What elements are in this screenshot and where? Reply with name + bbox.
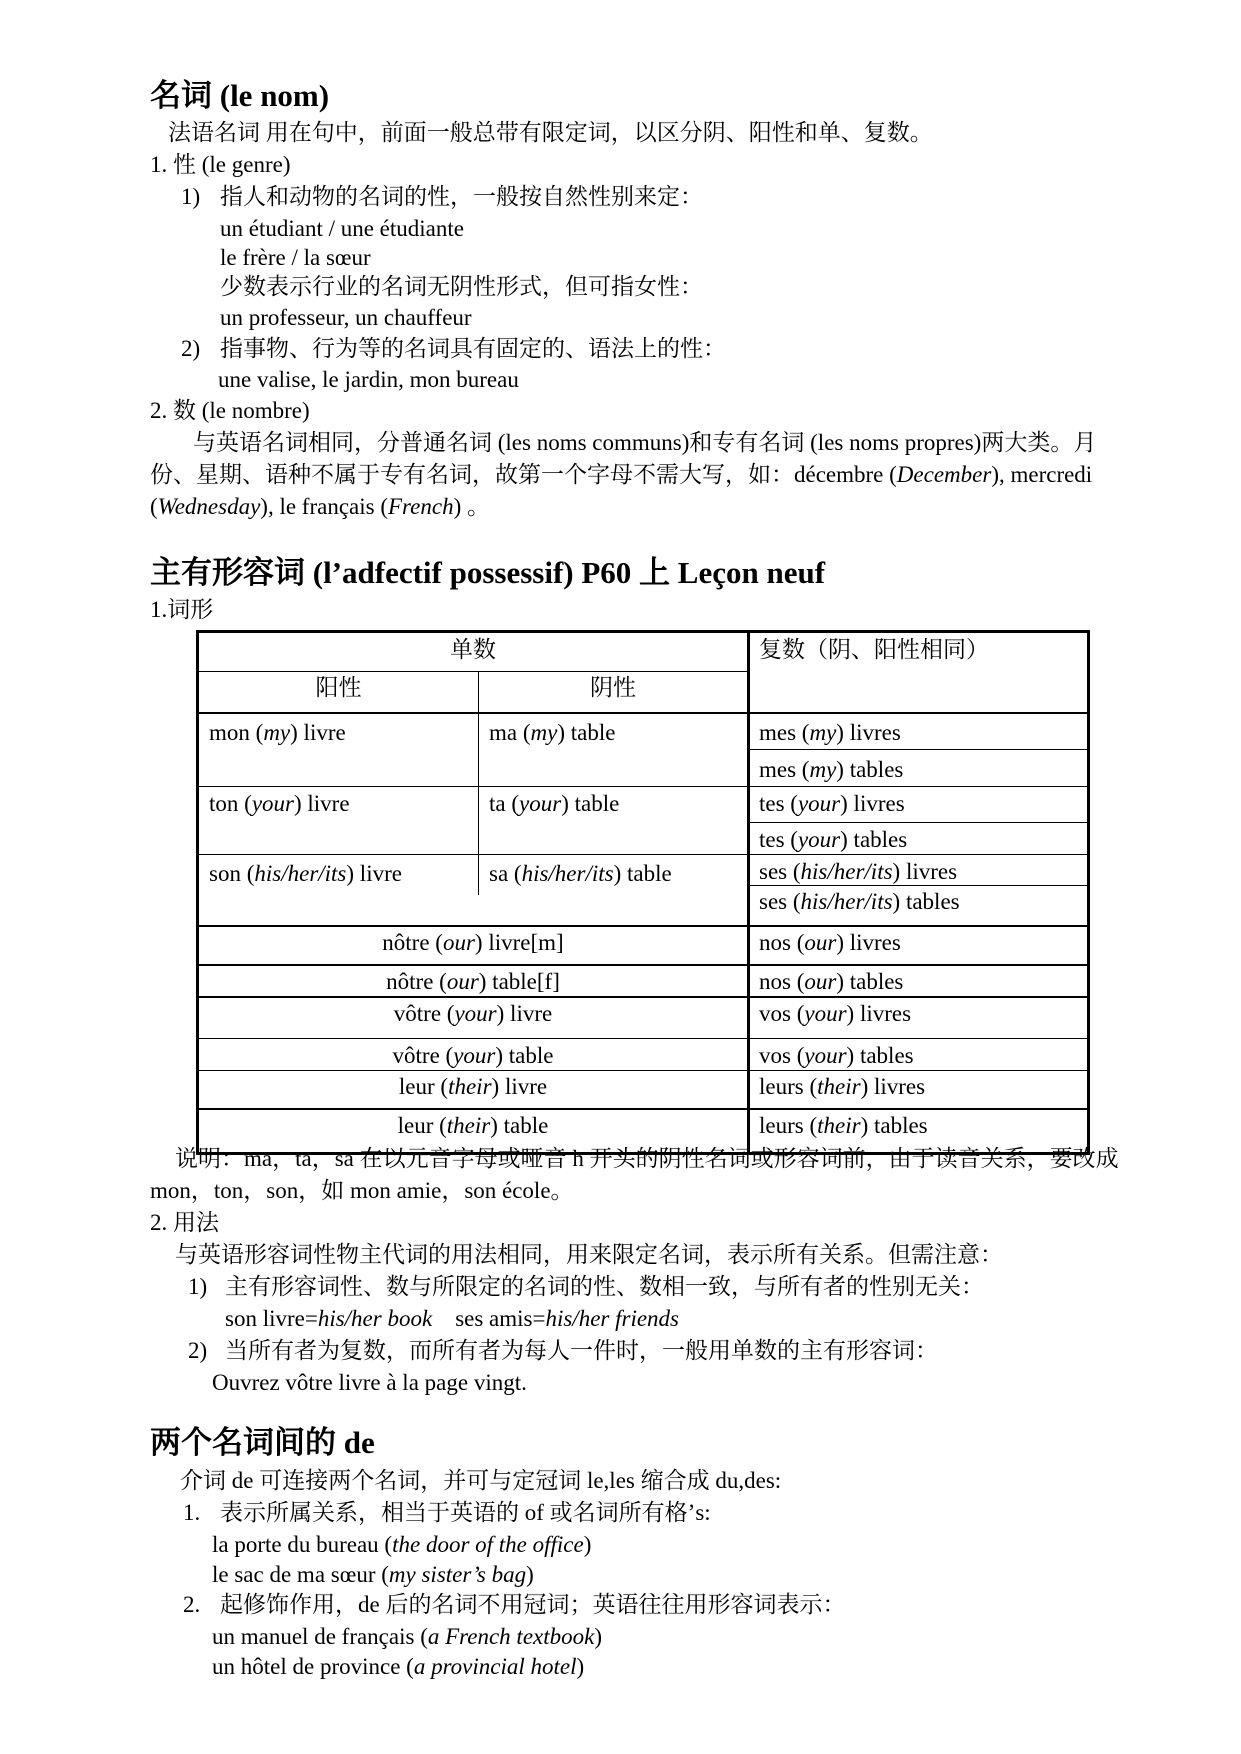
subheading-forms: 1.词形 [150, 597, 214, 622]
table-cell: vos (your) livres [759, 1001, 912, 1026]
example-line: un professeur, un chauffeur [220, 305, 472, 330]
table-cell: nôtre (our) livre[m] [382, 930, 564, 955]
section-heading-de: 两个名词间的 de [150, 1425, 375, 1460]
table-cell: sa (his/her/its) table [489, 861, 672, 886]
table-cell: nos (our) livres [759, 930, 901, 955]
table-cell: son (his/her/its) livre [209, 861, 402, 886]
note-line: 少数表示行业的名词无阴性形式，但可指女性： [220, 274, 703, 299]
table-cell: leur (their) table [397, 1113, 549, 1138]
paragraph: 介词 de 可连接两个名词，并可与定冠词 le,les 缩合成 du,des: [180, 1468, 782, 1493]
table-cell: leurs (their) tables [759, 1113, 928, 1138]
list-item: 表示所属关系，相当于英语的 of 或名词所有格’s: [220, 1500, 711, 1525]
table-cell: vôtre (your) table [392, 1043, 554, 1068]
list-item: 起修饰作用，de 后的名词不用冠词；英语往往用形容词表示： [220, 1592, 846, 1617]
subheading-usage: 2. 用法 [150, 1210, 219, 1235]
table-cell: mes (my) livres [759, 720, 901, 745]
subheading-genre: 1. 性 (le genre) [150, 152, 291, 177]
list-number: 1) [181, 184, 201, 209]
paragraph: 法语名词 用在句中，前面一般总带有限定词，以区分阴、阳性和单、复数。 [168, 120, 933, 145]
table-cell: tes (your) tables [759, 827, 908, 852]
example-line: son livre=his/her book ses amis=his/her friends [225, 1306, 679, 1331]
example-line: Ouvrez vôtre livre à la page vingt. [212, 1370, 527, 1395]
header-singular: 单数 [450, 637, 496, 662]
table-cell: nos (our) tables [759, 969, 904, 994]
example-line: le frère / la sœur [220, 245, 371, 270]
example-line: un étudiant / une étudiante [220, 216, 464, 241]
section-heading-nom: 名词 (le nom) [150, 78, 330, 113]
list-number: 2. [183, 1592, 201, 1617]
table-cell: vôtre (your) livre [393, 1001, 553, 1026]
header-feminine: 阴性 [590, 675, 636, 700]
paragraph: (Wednesday), le français (French) 。 [150, 494, 490, 519]
list-number: 2) [181, 336, 201, 361]
list-number: 1) [188, 1274, 208, 1299]
example-line: le sac de ma sœur (my sister’s bag) [212, 1562, 534, 1587]
table-cell: mes (my) tables [759, 757, 904, 782]
example-line: un manuel de français (a French textbook) [212, 1624, 603, 1649]
table-cell: leur (their) livre [398, 1074, 548, 1099]
list-item: 主有形容词性、数与所限定的名词的性、数相一致，与所有者的性别无关： [225, 1274, 984, 1299]
table-cell: nôtre (our) table[f] [386, 969, 560, 994]
table-cell: ses (his/her/its) livres [759, 859, 958, 884]
header-plural: 复数（阴、阳性相同） [759, 637, 989, 662]
table-cell: leurs (their) livres [759, 1074, 926, 1099]
table-cell: tes (your) livres [759, 791, 905, 816]
table-cell: ma (my) table [489, 720, 616, 745]
list-item: 当所有者为复数，而所有者为每人一件时，一般用单数的主有形容词： [225, 1338, 938, 1363]
explanation-line: mon，ton，son，如 mon amie，son école。 [150, 1178, 574, 1203]
explanation-line: 说明：ma，ta，sa 在以元音字母或哑音 h 开头的阴性名词或形容词前，由于读音关系，要改成 [175, 1146, 1119, 1171]
table-cell: ses (his/her/its) tables [759, 889, 960, 914]
table-cell: ton (your) livre [209, 791, 350, 816]
header-masculine: 阳性 [315, 675, 362, 700]
paragraph: 与英语形容词性物主代词的用法相同，用来限定名词，表示所有关系。但需注意： [175, 1242, 1003, 1267]
subheading-nombre: 2. 数 (le nombre) [150, 398, 310, 423]
example-line: une valise, le jardin, mon bureau [218, 367, 519, 392]
example-line: un hôtel de province (a provincial hotel) [212, 1654, 585, 1679]
paragraph: 与英语名词相同，分普通名词 (les noms communs)和专有名词 (les noms propres)两大类。月 [193, 430, 1097, 455]
section-heading-possessif: 主有形容词 (l’adfectif possessif) P60 上 Leçon neuf [150, 555, 826, 590]
table-cell: ta (your) table [489, 791, 620, 816]
list-item: 指事物、行为等的名词具有固定的、语法上的性： [220, 336, 726, 361]
list-item: 指人和动物的名词的性，一般按自然性别来定： [220, 184, 703, 209]
table-cell: mon (my) livre [209, 720, 346, 745]
possessive-table [196, 630, 1090, 1155]
list-number: 2) [188, 1338, 208, 1363]
table-cell: vos (your) tables [759, 1043, 914, 1068]
example-line: la porte du bureau (the door of the office) [212, 1532, 592, 1557]
list-number: 1. [183, 1500, 201, 1525]
paragraph: 份、星期、语种不属于专有名词，故第一个字母不需大写，如：décembre (December), mercredi [150, 462, 1093, 487]
